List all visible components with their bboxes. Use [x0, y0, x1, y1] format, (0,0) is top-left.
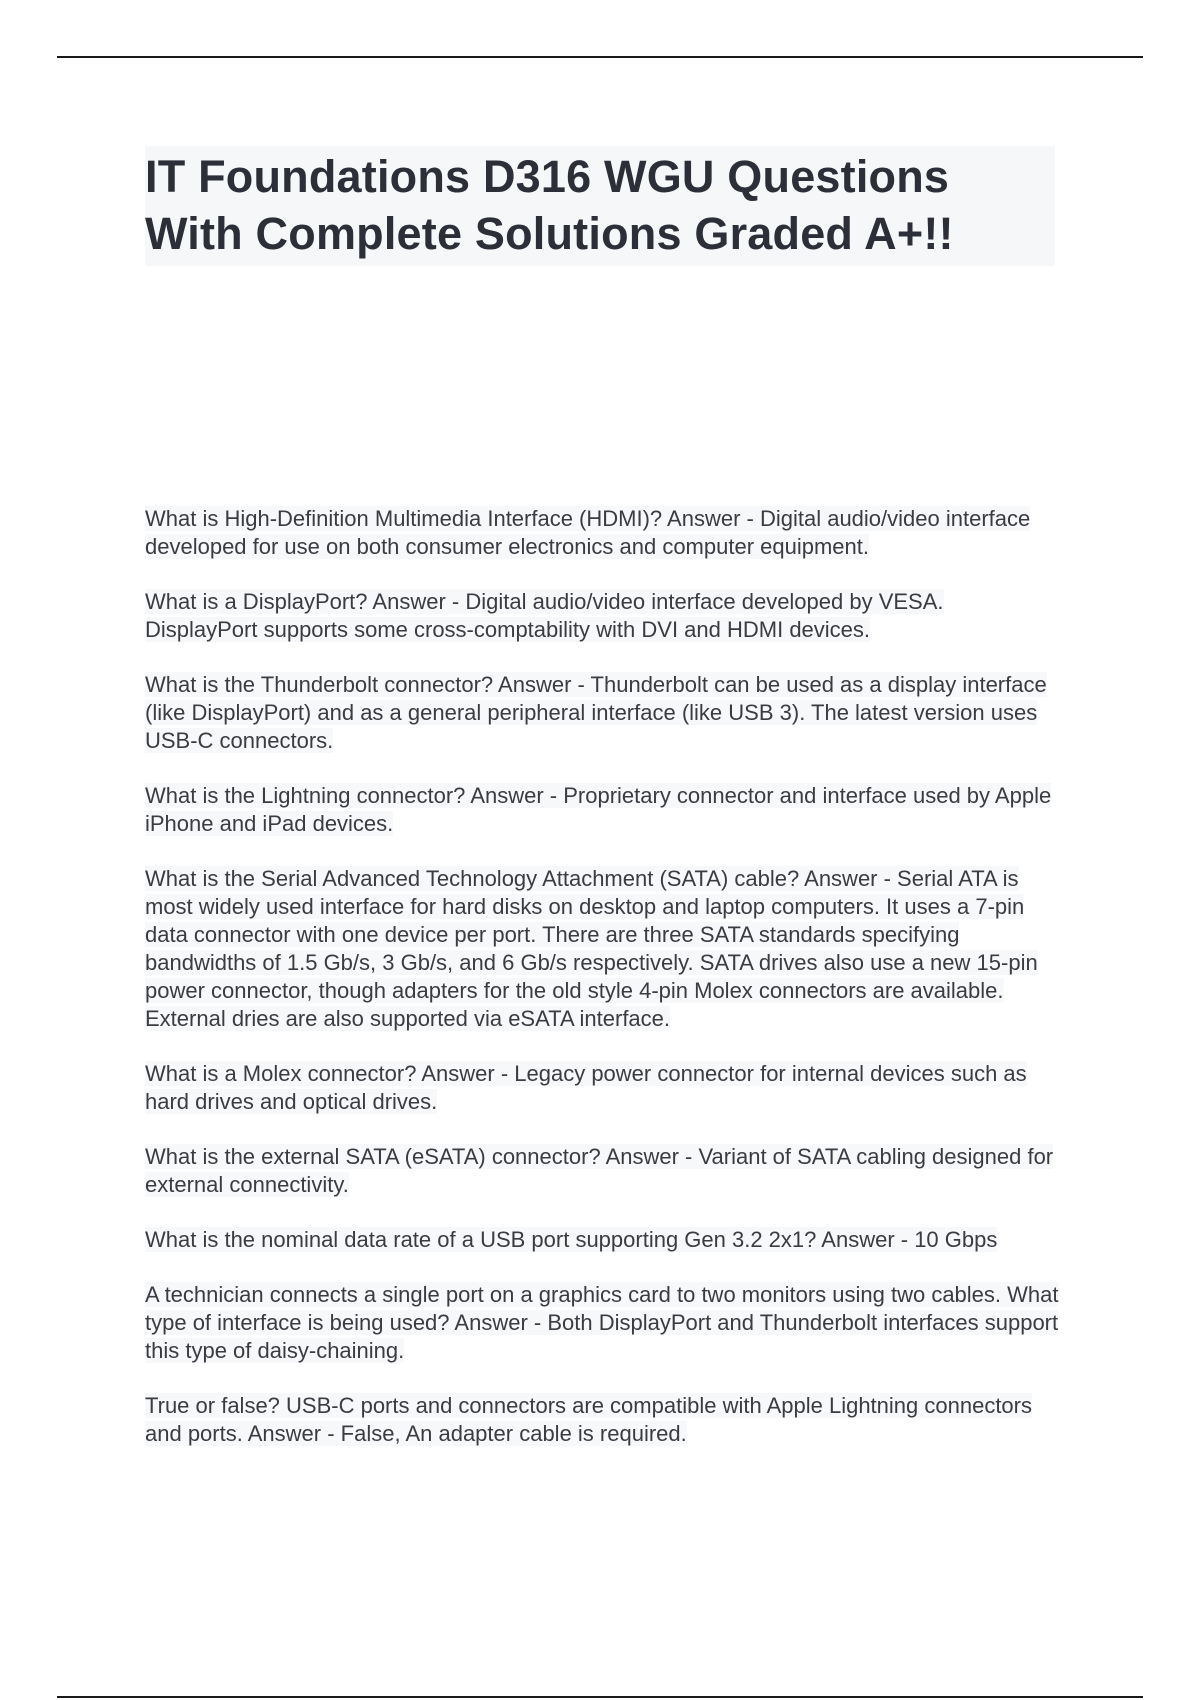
- header-rule: [57, 56, 1143, 58]
- document-title: IT Foundations D316 WGU Questions With Complete Solutions Graded A+!!: [145, 151, 954, 259]
- qa-list: [145, 505, 1060, 1475]
- qa-text: What is the Serial Advanced Technology Attachment (SATA) cable? Answer - Serial ATA is most widely used interface for hard disks on desktop and laptop computers. It uses a 7-pin data connector with one device per port. There are three SATA standards specifying bandwidths of 1.5 Gb/s, 3 Gb/s, and 6 Gb/s respectively. SATA drives also use a new 15-pin power connector, though adapters for the old style 4-pin Molex connectors are available. External dries are also supported via eSATA interface.: [145, 866, 1038, 1031]
- qa-text: True or false? USB-C ports and connectors are compatible with Apple Lightning connectors and ports. Answer - False, An adapter cable is required.: [145, 1393, 1032, 1446]
- qa-text: What is High-Definition Multimedia Interface (HDMI)? Answer - Digital audio/video interface developed for use on both consumer electronics and computer equipment.: [145, 506, 1031, 559]
- qa-text: What is a DisplayPort? Answer - Digital audio/video interface developed by VESA. DisplayPort supports some cross-comptability with DVI and HDMI devices.: [145, 589, 944, 642]
- qa-text: What is the Thunderbolt connector? Answer - Thunderbolt can be used as a display interface (like DisplayPort) and as a general peripheral interface (like USB 3). The latest version uses USB-C connectors.: [145, 672, 1047, 753]
- qa-item-esata: [145, 1143, 1060, 1199]
- qa-item-usb-rate: [145, 1226, 1060, 1254]
- qa-text: What is the external SATA (eSATA) connector? Answer - Variant of SATA cabling designed for external connectivity.: [145, 1144, 1054, 1197]
- qa-item-displayport: [145, 588, 1060, 644]
- qa-item-hdmi: [145, 505, 1060, 561]
- qa-item-daisy-chain: [145, 1281, 1060, 1365]
- qa-item-molex: [145, 1060, 1060, 1116]
- qa-text: A technician connects a single port on a graphics card to two monitors using two cables. What type of interface is being used? Answer - Both DisplayPort and Thunderbolt interfaces support this type of daisy-chaining.: [145, 1282, 1059, 1363]
- qa-item-sata: [145, 865, 1060, 1033]
- qa-item-lightning: [145, 782, 1060, 838]
- qa-text: What is the nominal data rate of a USB port supporting Gen 3.2 2x1? Answer - 10 Gbps: [145, 1227, 998, 1252]
- title-block: [145, 146, 1055, 266]
- footer-rule: [57, 1696, 1143, 1698]
- qa-item-usbc-lightning: [145, 1392, 1060, 1448]
- qa-item-thunderbolt: [145, 671, 1060, 755]
- qa-text: What is a Molex connector? Answer - Legacy power connector for internal devices such as hard drives and optical drives.: [145, 1061, 1027, 1114]
- qa-text: What is the Lightning connector? Answer - Proprietary connector and interface used by Apple iPhone and iPad devices.: [145, 783, 1052, 836]
